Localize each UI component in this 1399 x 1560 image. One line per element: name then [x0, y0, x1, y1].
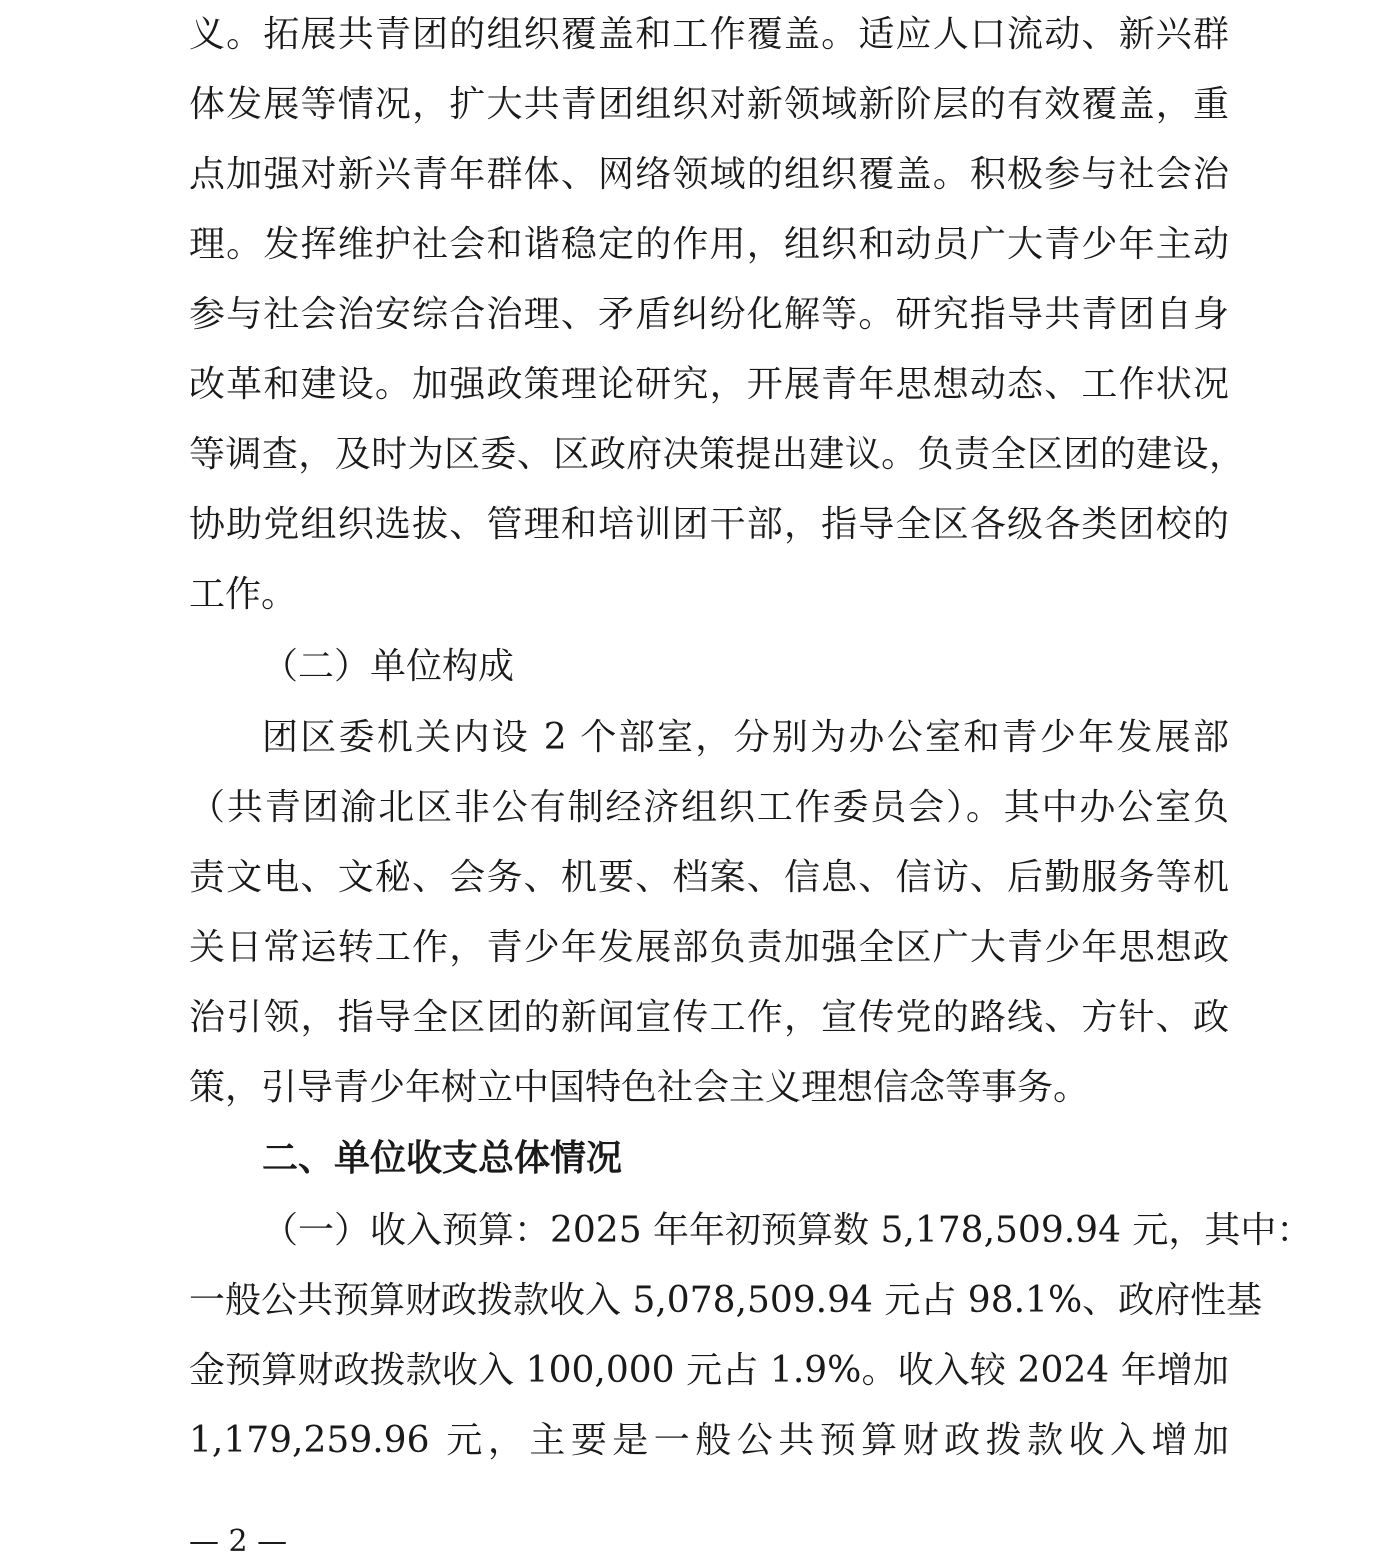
paragraph-line: （一）收入预算：2025 年年初预算数 5,178,509.94 元，其中： — [262, 1210, 1313, 1251]
paragraph-line: 理。发挥维护社会和谐稳定的作用，组织和动员广大青少年主动 — [189, 224, 1229, 265]
paragraph-line: 改革和建设。加强政策理论研究，开展青年思想动态、工作状况 — [189, 364, 1229, 405]
paragraph-line: 参与社会治安综合治理、矛盾纠纷化解等。研究指导共青团自身 — [189, 294, 1229, 335]
paragraph-line: 金预算财政拨款收入 100,000 元占 1.9%。收入较 2024 年增加 — [189, 1350, 1229, 1391]
paragraph-line: 体发展等情况，扩大共青团组织对新领域新阶层的有效覆盖，重 — [189, 84, 1229, 125]
paragraph-line: 工作。 — [189, 574, 298, 615]
paragraph-line: （共青团渝北区非公有制经济组织工作委员会）。其中办公室负 — [189, 787, 1229, 828]
section-heading-budget-overview: 二、单位收支总体情况 — [262, 1138, 623, 1179]
paragraph-line: 团区委机关内设 2 个部室，分别为办公室和青少年发展部 — [262, 717, 1229, 758]
page-number: — 2 — — [189, 1524, 288, 1559]
paragraph-line: 责文电、文秘、会务、机要、档案、信息、信访、后勤服务等机 — [189, 857, 1229, 898]
paragraph-line: 策，引导青少年树立中国特色社会主义理想信念等事务。 — [189, 1067, 1090, 1108]
section-heading-unit-composition: （二）单位构成 — [262, 646, 515, 687]
paragraph-line: 一般公共预算财政拨款收入 5,078,509.94 元占 98.1%、政府性基 — [189, 1280, 1263, 1321]
paragraph-line: 协助党组织选拔、管理和培训团干部，指导全区各级各类团校的 — [189, 504, 1229, 545]
paragraph-line: 关日常运转工作，青少年发展部负责加强全区广大青少年思想政 — [189, 927, 1229, 968]
paragraph-line: 等调查，及时为区委、区政府决策提出建议。负责全区团的建设， — [189, 434, 1245, 475]
paragraph-line: 治引领，指导全区团的新闻宣传工作，宣传党的路线、方针、政 — [189, 997, 1229, 1038]
paragraph-line: 1,179,259.96 元，主要是一般公共预算财政拨款收入增加 — [189, 1420, 1229, 1461]
paragraph-line: 点加强对新兴青年群体、网络领域的组织覆盖。积极参与社会治 — [189, 154, 1229, 195]
paragraph-line: 义。拓展共青团的组织覆盖和工作覆盖。适应人口流动、新兴群 — [189, 14, 1229, 55]
